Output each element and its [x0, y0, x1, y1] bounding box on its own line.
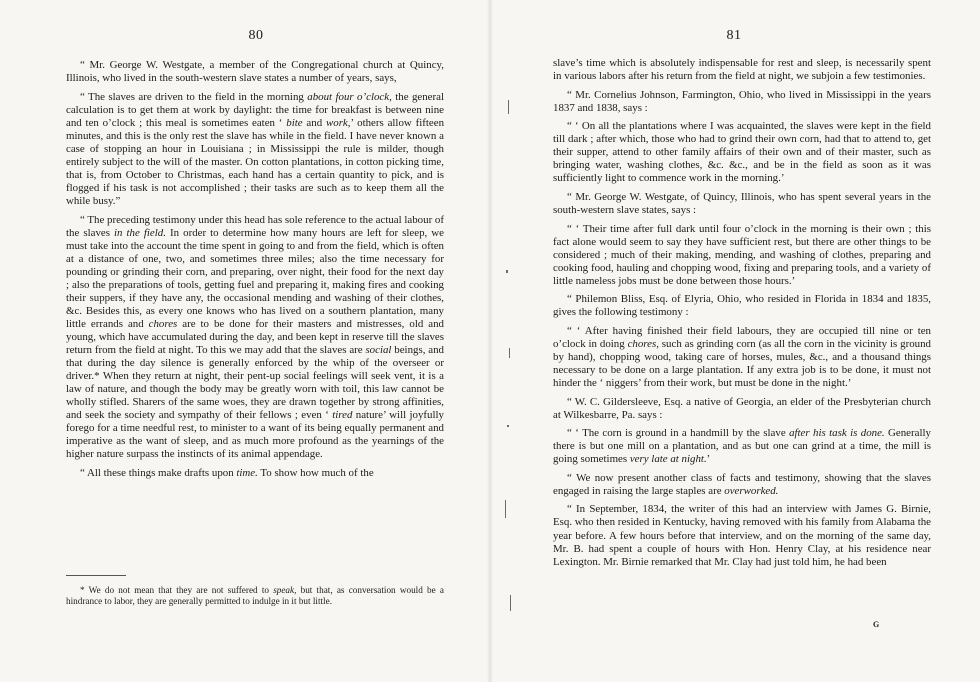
- ink-speck: [506, 270, 508, 273]
- paragraph: slave’s time which is absolutely indispensable for rest and sleep, is necessarily spent in various labors after his return from the field at night, we subjoin a few testimonies.: [553, 57, 931, 83]
- paragraph: “ ‘ The corn is ground in a handmill by the slave after his task is done. Generally there is but one mill on a plantation, and as but one can grind at a time, the mill is going sometimes very late at night.’: [553, 427, 931, 466]
- ink-speck: [508, 100, 509, 114]
- page-number: 81: [726, 28, 742, 43]
- text-column: [553, 57, 931, 574]
- paragraph: “ The preceding testimony under this head has sole reference to the actual labour of the slaves in the field. In order to determine how many hours are left for sleep, we must take into the account the time spent in going to and from the field, which is often at a distance of one, two, and sometimes three miles; also the time necessary for pounding or grinding their corn, and preparing, over night, their food for the next day ; also the preparations of tools, getting fuel and preparing it, making fires and cooking their suppers, if they have any, the occasional mending and washing of their clothes, &c. Besides this, as every one knows who has lived on a southern plantation, many little errands and chores are to be done for their masters and mistresses, old and young, which have accumulated during the day, and been kept in reserve till the slaves return from the field at night. To this we may add that the slaves are social beings, and that during the day silence is generally enforced by the whip of the overseer or driver.* When they return at night, their pent-up social feelings will seek vent, it is a law of nature, and though the body may be greatly worn with toil, this law cannot be wholly stifled. Sharers of the same woes, they are drawn together by strong affinities, and seek the society and sympathy of their fellows ; even ‘ tired nature’ will joyfully forego for a time needful rest, to minister to a want of its being equally permanent and imperative as the want of sleep, and as much more profound as the yearnings of the higher nature surpass the instincts of its animal appendage.: [66, 213, 444, 461]
- text-column: [66, 59, 444, 485]
- paragraph: “ W. C. Gildersleeve, Esq. a native of Georgia, an elder of the Presbyterian church at Wilkesbarre, Pa. says :: [553, 395, 931, 421]
- paragraph: “ All these things make drafts upon time. To show how much of the: [80, 466, 374, 479]
- ink-speck: [510, 595, 511, 611]
- ink-speck: [505, 500, 506, 518]
- paragraph: “ ‘ Their time after full dark until four o’clock in the morning is their own ; this fact alone would seem to say they have sufficient rest, but there are other things to be considered ; much of their making, mending, and washing of clothes, preparing and cooking food, hauling and chopping wood, fixing and preparing tools, and a variety of little nameless jobs must be done between those hours.’: [553, 222, 931, 287]
- paragraph: “ We now present another class of facts and testimony, showing that the slaves engaged in raising the large staples are overworked.: [553, 471, 931, 497]
- paragraph: “ Mr. George W. Westgate, of Quincy, Illinois, who has spent several years in the south-western slave states, says :: [553, 190, 931, 216]
- paragraph: “ Mr. George W. Westgate, a member of the Congregational church at Quincy, Illinois, who lived in the south-western slave states a number of years, says,: [66, 59, 444, 85]
- paragraph: “ Mr. Cornelius Johnson, Farmington, Ohio, who lived in Mississippi in the years 1837 and 1838, says :: [553, 88, 931, 114]
- paragraph: “ ‘ After having finished their field labours, they are occupied till nine or ten o’clock in doing chores, such as grinding corn (as all the corn in the vicinity is ground by hand), chopping wood, taking care of horses, mules, &c., and a thousand things necessary to be done on a large plantation. If any extra job is to be done, it must not hinder the ‘ niggers’ from their work, but must be done in the night.’: [553, 324, 931, 390]
- right-page: [493, 0, 980, 682]
- ink-speck: [509, 348, 510, 358]
- footnote: * We do not mean that they are not suffered to speak, but that, as conversation would be a hindrance to labor, they are generally permitted to indulge in it but little.: [66, 585, 444, 606]
- left-page: [0, 0, 487, 682]
- signature-mark: G: [873, 620, 880, 629]
- paragraph: “ ‘ On all the plantations where I was acquainted, the slaves were kept in the field till dark ; after which, those who had to grind their own corn, had that to attend to, get their supper, attend to other family affairs of their own and of their master, such as bringing water, washing clothes, &c. &c., and be in the field as soon as it was sufficiently light to commence work in the morning.’: [553, 120, 931, 185]
- page-number: 80: [248, 28, 264, 43]
- paragraph: “ In September, 1834, the writer of this had an interview with James G. Birnie, Esq. who then resided in Kentucky, having removed with his family from Alabama the year before. A few hours before that interview, and on the morning of the same day, Mr. B. had spent a couple of hours with Hon. Henry Clay, at his residence near Lexington. Mr. Birnie remarked that Mr. Clay had just told him, he had been: [553, 503, 931, 568]
- footnote-rule: [66, 575, 126, 576]
- paragraph: “ Philemon Bliss, Esq. of Elyria, Ohio, who resided in Florida in 1834 and 1835, gives the following testimony :: [553, 293, 931, 319]
- ink-speck: [507, 425, 509, 427]
- paragraph: “ The slaves are driven to the field in the morning about four o’clock, the general calculation is to get them at work by daylight: the time for breakfast is between nine and ten o’clock ; this meal is sometimes eaten ‘ bite and work,’ others allow fifteen minutes, and this is the only rest the slave has while in the field. I have never known a case of stopping an hour in Louisiana ; in Mississippi the rule is milder, though entirely subject to the will of the master. On cotton plantations, in cotton picking time, that is, from October to Christmas, each hand has a certain quantity to pick, and is flogged if his task is not accomplished ; their tasks are such as to keep them all the while busy.”: [66, 90, 445, 207]
